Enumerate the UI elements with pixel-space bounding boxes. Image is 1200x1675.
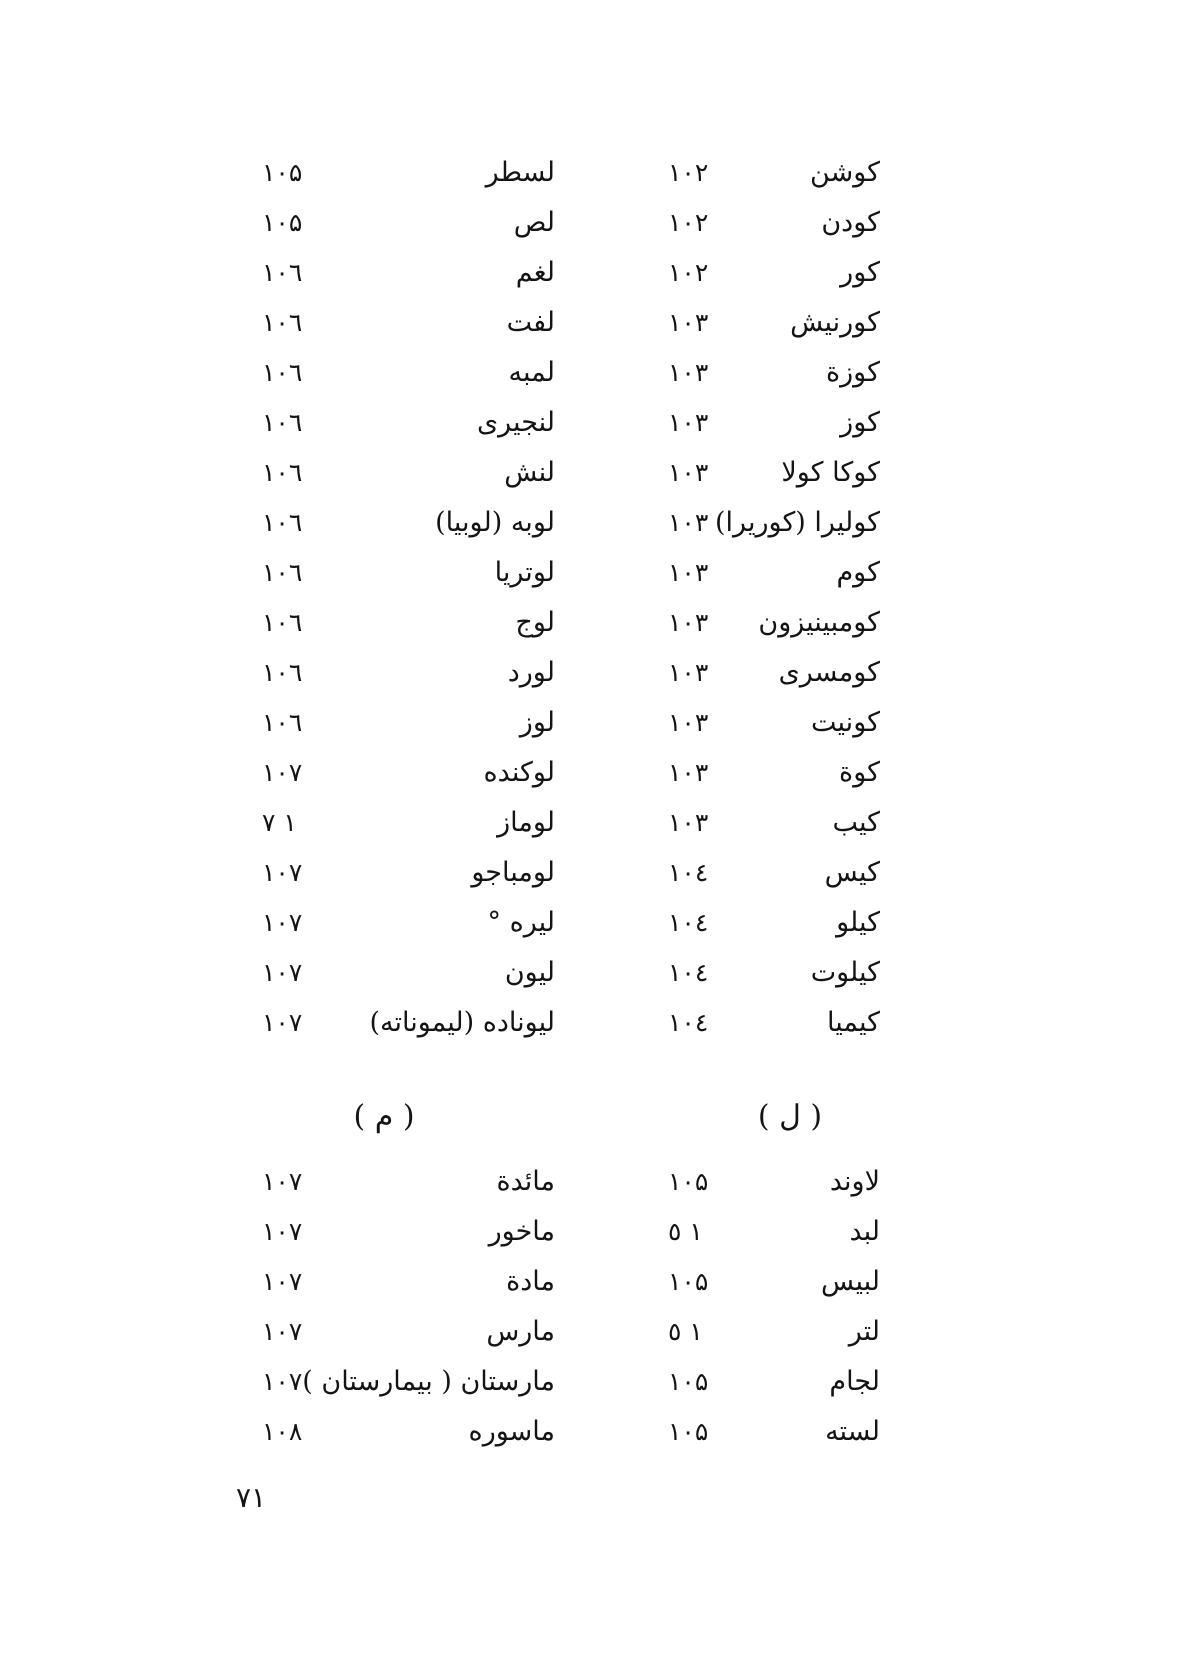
page-reference: ۱۰٤ <box>668 958 709 987</box>
index-word: لوماز <box>497 807 555 838</box>
index-word: لوبه (لوبیا) <box>435 507 555 538</box>
index-word: لاوند <box>829 1166 880 1197</box>
page-reference: ۱۰٦ <box>262 458 303 487</box>
index-word: لمبه <box>508 357 555 388</box>
page-reference: ۱۰۳ <box>668 758 709 787</box>
page-reference: ۱۰٦ <box>262 558 303 587</box>
index-word: کومسری <box>778 657 880 688</box>
page-reference: ۱۰۳ <box>668 408 709 437</box>
page-reference: ۱۰۷ <box>262 1167 303 1196</box>
page-reference: ۱ ٥ <box>668 1217 703 1246</box>
index-word: کولیرا (کوریرا) <box>715 507 880 538</box>
page-reference: ۱۰۷ <box>262 1367 303 1396</box>
index-word: کونیت <box>811 707 880 738</box>
index-word: مارستان ( بیمارستان ) <box>302 1366 555 1397</box>
page-reference: ۱۰۷ <box>262 1317 303 1346</box>
page-reference: ۱۰٦ <box>262 258 303 287</box>
page-reference: ۱۰۳ <box>668 558 709 587</box>
page-reference: ۱۰۳ <box>668 658 709 687</box>
index-word: کیب <box>832 807 880 838</box>
index-word: کوکا کولا <box>781 457 880 488</box>
page-reference: ۱۰۳ <box>668 458 709 487</box>
page-reference: ۱۰۷ <box>262 958 303 987</box>
page-reference: ۱۰۲ <box>668 258 709 287</box>
index-word: ماخور <box>488 1216 555 1247</box>
page-reference: ۱۰۳ <box>668 358 709 387</box>
page-reference: ۱۰٤ <box>668 1008 709 1037</box>
index-word: کیلوت <box>810 957 880 988</box>
index-word: مارس <box>486 1316 555 1347</box>
index-word: کودن <box>821 207 880 238</box>
index-word: لیره ° <box>487 907 555 938</box>
index-word: لجام <box>829 1366 880 1397</box>
index-word: ماسوره <box>468 1416 555 1447</box>
index-word: کوشن <box>810 157 880 188</box>
index-word: کوة <box>839 757 880 788</box>
page-reference: ۱۰٦ <box>262 658 303 687</box>
index-word: کور <box>840 257 880 288</box>
index-word: کوم <box>836 557 880 588</box>
index-word: لوج <box>515 607 555 638</box>
page-reference: ۱۰۷ <box>262 1267 303 1296</box>
index-word: لغم <box>515 257 555 288</box>
page-reference: ۱۰۵ <box>668 1417 709 1446</box>
page-reference: ۱۰۷ <box>262 1008 303 1037</box>
page-reference: ۱۰۳ <box>668 808 709 837</box>
index-word: کیمیا <box>827 1007 880 1038</box>
index-word: لنش <box>504 457 555 488</box>
page-reference: ۱۰٦ <box>262 608 303 637</box>
index-word: لبد <box>849 1216 880 1247</box>
page-reference: ۱۰۲ <box>668 158 709 187</box>
page-reference: ۱۰۳ <box>668 708 709 737</box>
page-reference: ۱ ٥ <box>668 1317 703 1346</box>
section-heading-mim: ( م ) <box>353 1099 415 1134</box>
page-reference: ۱۰٦ <box>262 308 303 337</box>
index-word: لیون <box>504 957 555 988</box>
page-number: ۷۱ <box>236 1481 267 1514</box>
index-word: مائدة <box>496 1166 555 1197</box>
page-reference: ۱۰۵ <box>262 158 303 187</box>
page-reference: ۱۰٦ <box>262 358 303 387</box>
page-reference: ۱۰۷ <box>262 1217 303 1246</box>
page-reference: ۱۰۷ <box>262 908 303 937</box>
page-reference: ۱۰۸ <box>262 1417 303 1446</box>
index-word: لبیس <box>821 1266 880 1297</box>
index-word: کیلو <box>836 907 880 938</box>
page-reference: ۱۰۵ <box>668 1367 709 1396</box>
page-reference: ۱۰۳ <box>668 508 709 537</box>
page-reference: ۱۰٤ <box>668 858 709 887</box>
page-reference: ۱۰٦ <box>262 508 303 537</box>
page-reference: ۱۰۵ <box>262 208 303 237</box>
page-reference: ۱۰۷ <box>262 858 303 887</box>
page-reference: ۱۰٦ <box>262 708 303 737</box>
page-reference: ۱۰٦ <box>262 408 303 437</box>
index-word: مادة <box>506 1266 555 1297</box>
index-word: لومباجو <box>471 857 555 888</box>
index-word: لص <box>513 207 555 238</box>
page-reference: ۱۰۷ <box>262 758 303 787</box>
index-word: لوکنده <box>483 757 555 788</box>
index-word: لسته <box>825 1416 880 1447</box>
page-reference: ۱۰٤ <box>668 908 709 937</box>
index-word: کوزة <box>826 357 880 388</box>
page-reference: ۱۰۳ <box>668 608 709 637</box>
index-word: کورنیش <box>790 307 880 338</box>
page-reference: ۱۰۵ <box>668 1167 709 1196</box>
section-heading-lam: ( ل ) <box>757 1099 823 1134</box>
index-word: لیوناده (لیموناته) <box>369 1007 555 1038</box>
index-word: کیس <box>824 857 880 888</box>
page-reference: ۱۰۲ <box>668 208 709 237</box>
index-word: لنجیری <box>477 407 555 438</box>
index-word: کومبینیزون <box>758 607 880 638</box>
index-word: لوز <box>519 707 555 738</box>
index-word: لورد <box>507 657 555 688</box>
page-reference: ۱ ۷ <box>262 808 297 837</box>
index-word: لتر <box>848 1316 880 1347</box>
index-word: لفت <box>506 307 555 338</box>
index-word: کوز <box>840 407 880 438</box>
index-word: لسطر <box>485 157 555 188</box>
page-reference: ۱۰۵ <box>668 1267 709 1296</box>
index-word: لوتریا <box>494 557 555 588</box>
page-reference: ۱۰۳ <box>668 308 709 337</box>
